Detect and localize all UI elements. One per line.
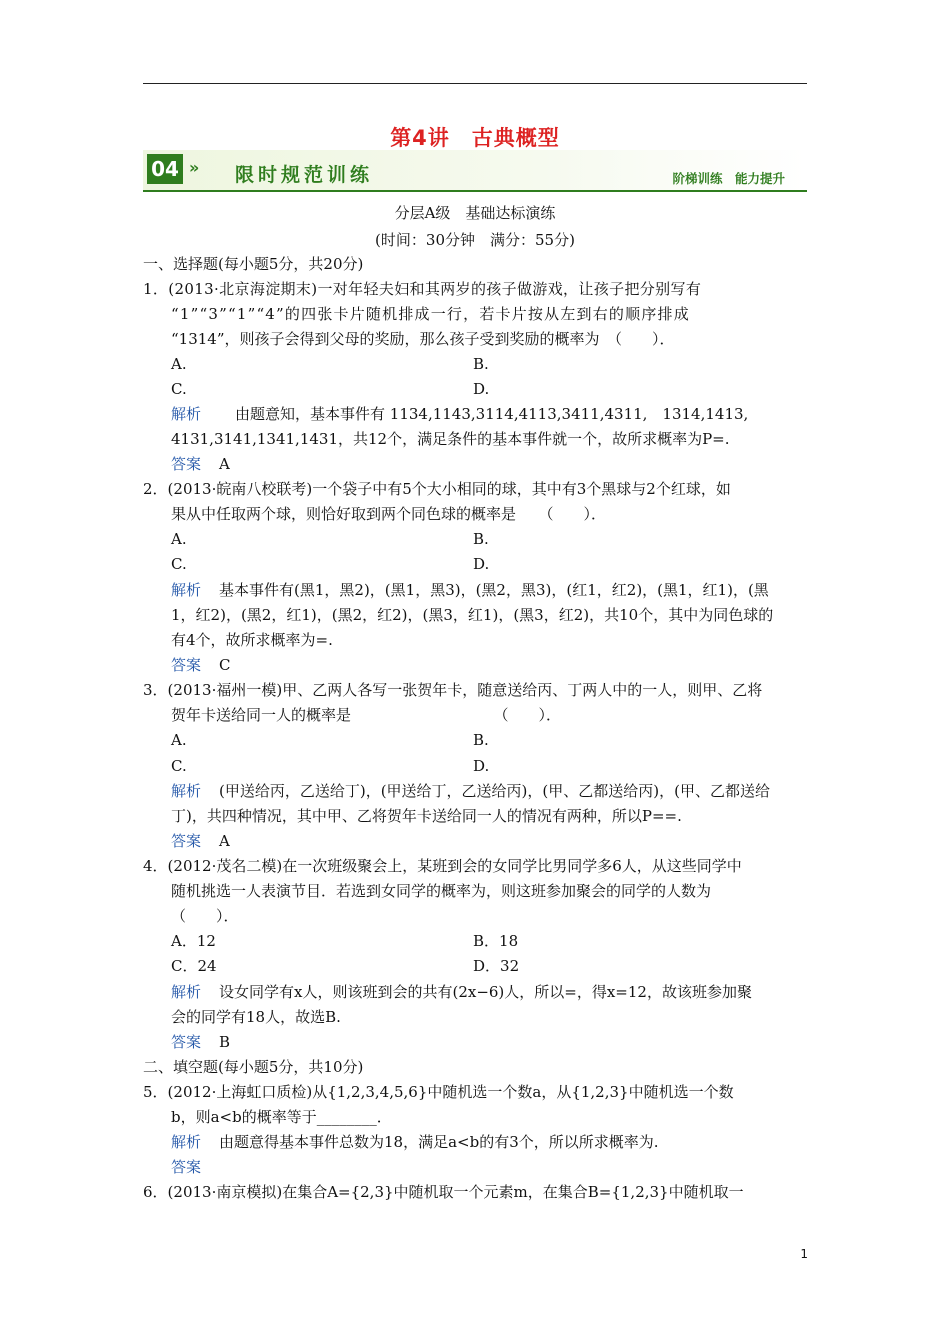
answer-value: C <box>219 656 231 674</box>
question-text: 随机挑选一人表演节目．若选到女同学的概率为，则这班参加聚会的同学的人数为 <box>171 882 712 900</box>
page-title: 第4讲 古典概型 <box>390 126 560 150</box>
question-text: 贺年卡送给同一人的概率是 （ ）． <box>171 706 562 724</box>
option-b: B. <box>473 355 489 373</box>
question-text: 4．(2012·茂名二模)在一次班级聚会上，某班到会的女同学比男同学多6人，从这些同学中 <box>143 857 742 875</box>
analysis-text: 1，红2)，(黑2，红1)，(黑2，红2)，(黑3，红1)，(黑3，红2)，共10个，其中为同色球的 <box>171 606 774 624</box>
question-text: b，则a<b的概率等于________． <box>171 1108 392 1126</box>
option-d: D. <box>473 555 490 573</box>
option-a: A．12 <box>171 932 216 950</box>
question-text: 2．(2013·皖南八校联考)一个袋子中有5个大小相同的球，其中有3个黑球与2个红球，如 <box>143 480 731 498</box>
question-text: 3．(2013·福州一模)甲、乙两人各写一张贺年卡，随意送给丙、丁两人中的一人，则甲、乙将 <box>143 681 763 699</box>
section-banner <box>143 150 807 192</box>
question-text: 5．(2012·上海虹口质检)从{1,2,3,4,5,6}中随机选一个数a，从{1,2,3}中随机选一个数 <box>143 1083 734 1101</box>
analysis-label: 解析 <box>171 581 202 599</box>
analysis-text: 由题意知，基本事件有 1134,1143,3114,4113,3411,4311, 1314,1413, <box>235 405 749 423</box>
question-text: 1．(2013·北京海淀期末)一对年轻夫妇和其两岁的孩子做游戏，让孩子把分别写有 <box>143 280 702 298</box>
analysis-text: 丁)，共四种情况，其中甲、乙将贺年卡送给同一人的情况有两种，所以P==. <box>171 807 682 825</box>
banner-slogan: 阶梯训练 能力提升 <box>672 171 785 186</box>
analysis-text: 4131,3141,1341,1431，共12个，满足条件的基本事件就一个，故所求概率为P=. <box>171 430 730 448</box>
analysis-text: 由题意得基本事件总数为18，满足a<b的有3个，所以所求概率为. <box>219 1133 659 1151</box>
question-text: 6．(2013·南京模拟)在集合A={2,3}中随机取一个元素m，在集合B={1,2,3}中随机取一 <box>143 1183 744 1201</box>
option-a: A. <box>171 355 187 373</box>
analysis-label: 解析 <box>171 983 202 1001</box>
analysis-text: 会的同学有18人，故选B. <box>171 1008 341 1026</box>
analysis-label: 解析 <box>171 782 202 800</box>
question-text: （ ）． <box>171 907 239 925</box>
banner-number: 04 <box>147 154 183 184</box>
option-a: A. <box>171 530 187 548</box>
banner-arrow-icon: » <box>189 158 200 177</box>
answer-label: 答案 <box>171 1033 202 1051</box>
answer-value: A <box>219 832 230 850</box>
option-b: B. <box>473 731 489 749</box>
analysis-text: 设女同学有x人，则该班到会的共有(2x−6)人，所以=，得x=12，故该班参加聚 <box>219 983 752 1001</box>
section-heading: 二、填空题(每小题5分，共10分) <box>143 1058 364 1076</box>
level-subtitle: 分层A级 基础达标演练 <box>394 204 556 222</box>
answer-value: B <box>219 1033 231 1051</box>
banner-underline <box>143 190 807 192</box>
option-b: B. <box>473 530 489 548</box>
banner-title: 限时规范训练 <box>235 164 374 186</box>
section-heading: 一、选择题(每小题5分，共20分) <box>143 255 364 273</box>
question-text: 果从中任取两个球，则恰好取到两个同色球的概率是 （ ）． <box>171 505 607 523</box>
answer-label: 答案 <box>171 832 202 850</box>
analysis-label: 解析 <box>171 1133 202 1151</box>
option-d: D. <box>473 380 490 398</box>
option-c: C. <box>171 757 187 775</box>
answer-label: 答案 <box>171 455 202 473</box>
answer-label: 答案 <box>171 656 202 674</box>
analysis-text: 基本事件有(黑1，黑2)，(黑1，黑3)，(黑2，黑3)，(红1，红2)，(黑1，红1)，(黑 <box>219 581 769 599</box>
answer-label: 答案 <box>171 1158 202 1176</box>
top-rule <box>143 83 807 84</box>
option-c: C．24 <box>171 957 217 975</box>
analysis-text: (甲送给丙，乙送给丁)，(甲送给丁，乙送给丙)，(甲、乙都送给丙)，(甲、乙都送给 <box>219 782 770 800</box>
question-text: “1”“3”“1”“4”的四张卡片随机排成一行，若卡片按从左到右的顺序排成 <box>171 305 690 323</box>
question-text: “1314”，则孩子会得到父母的奖励，那么孩子受到奖励的概率为 （ ）． <box>171 330 675 348</box>
option-a: A. <box>171 731 187 749</box>
option-d: D．32 <box>473 957 520 975</box>
page-number: 1 <box>800 1247 808 1261</box>
answer-value: A <box>219 455 230 473</box>
time-score-line: (时间：30分钟 满分：55分) <box>375 231 575 249</box>
option-c: C. <box>171 555 187 573</box>
option-d: D. <box>473 757 490 775</box>
analysis-text: 有4个，故所求概率为=. <box>171 631 333 649</box>
option-c: C. <box>171 380 187 398</box>
option-b: B．18 <box>473 932 519 950</box>
analysis-label: 解析 <box>171 405 202 423</box>
